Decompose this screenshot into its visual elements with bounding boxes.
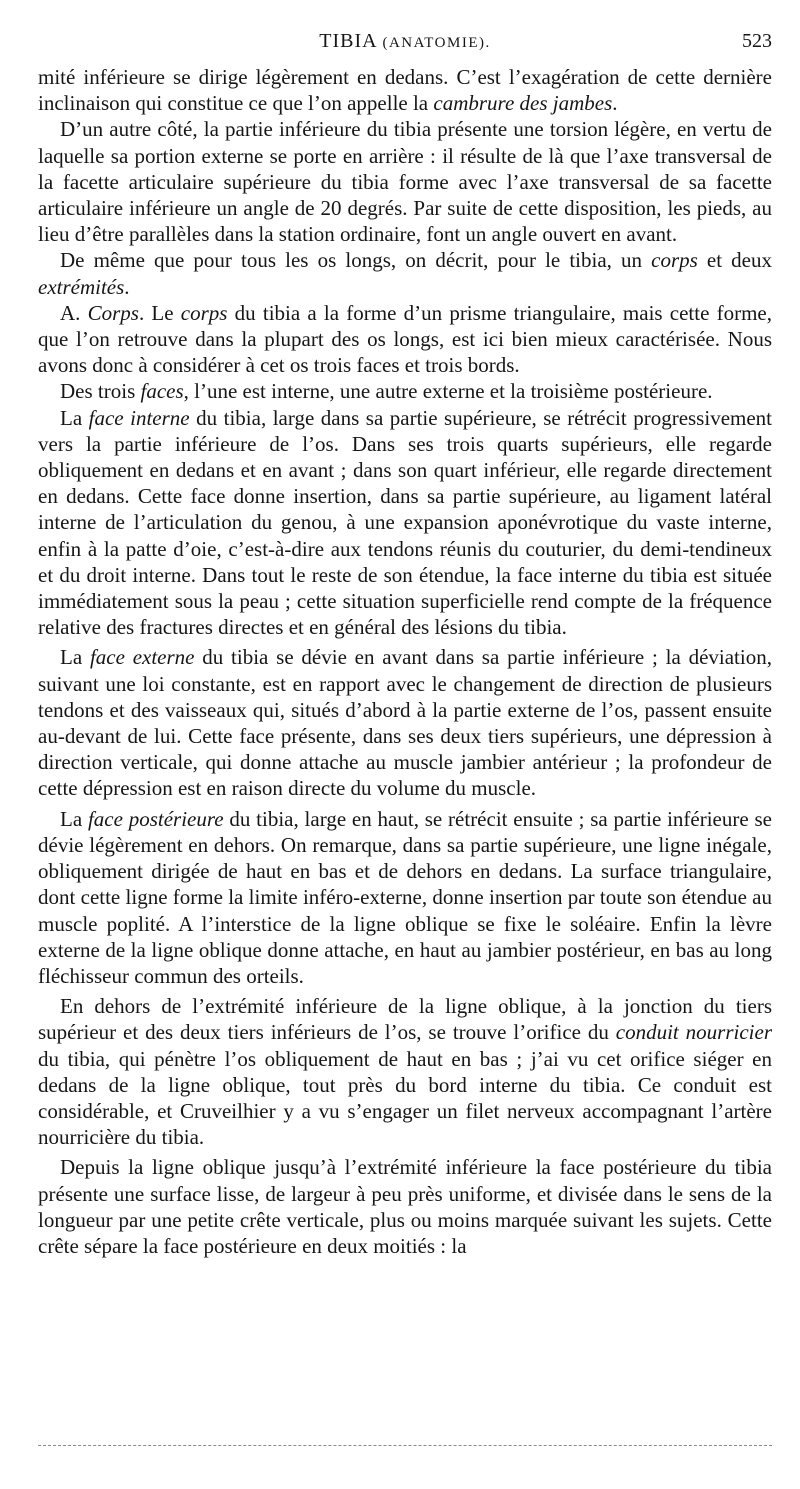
text-run: En dehors de l’extrémité inférieure de la ligne oblique, à la jonction du tiers supérieur et des deux tiers inférieurs de l’os, se trouve l’orifice du <box>38 994 772 1045</box>
paragraph <box>38 378 772 404</box>
running-title-main: TIBIA <box>319 30 377 52</box>
running-title-subtitle: (ANATOMIE). <box>382 35 491 51</box>
text-run: . <box>612 91 618 116</box>
text-run: La <box>60 645 90 670</box>
paragraph <box>38 806 772 989</box>
italic-term: extrémités <box>38 274 125 299</box>
paragraph <box>38 1154 772 1259</box>
paragraph <box>38 993 772 1150</box>
footer-rule <box>38 1445 772 1446</box>
running-title <box>38 30 772 53</box>
text-run: A. <box>60 300 88 325</box>
page-header <box>38 30 772 58</box>
text-run: . <box>124 274 130 299</box>
italic-term: corps <box>651 248 698 273</box>
italic-term: faces <box>140 379 184 404</box>
italic-term: face interne <box>88 405 190 430</box>
text-run: Des trois <box>60 379 141 404</box>
italic-term: cambrure des jambes <box>433 91 613 116</box>
paragraph <box>38 64 772 116</box>
text-run: du tibia se dévie en avant dans sa partie inférieure ; la déviation, suivant une loi constante, est en rapport avec le changement de direction de plusieurs tendons et des vaisseaux qui, situés d’abord à la partie externe de l’os, passent ensuite au-devant de lui. Cette face présente, dans ses deux tiers supérieurs, une dépression à direction verticale, qui donne attache au muscle jambier antérieur ; la profondeur de cette dépression est en raison directe du volume du muscle. <box>38 645 772 801</box>
paragraph <box>38 405 772 641</box>
italic-term: Corps <box>87 300 139 325</box>
page-number: 523 <box>742 30 772 52</box>
italic-term: corps <box>180 300 228 325</box>
paragraph <box>38 300 772 379</box>
text-run: du tibia, large dans sa partie supérieure, se rétrécit progressivement vers la partie inférieure de l’os. Dans ses trois quarts supérieurs, elle regarde obliquement en dedans et en avant ; dans son quart inférieur, elle regarde directement en dedans. Cette face donne insertion, dans sa partie supérieure, au ligament latéral interne de l’articulation du genou, à une expansion aponévrotique du vaste interne, enfin à la patte d’oie, c’est-à-dire aux tendons réunis du couturier, du demi-tendineux et du droit interne. Dans tout le reste de son étendue, la face interne du tibia est située immédiatement sous la peau ; cette situation superficielle rend compte de la fréquence relative des fractures directes et en général des lésions du tibia. <box>38 405 773 640</box>
text-run: du tibia, qui pénètre l’os obliquement de haut en bas ; j’ai vu cet orifice siéger en dedans de la ligne oblique, tout près du bord interne du tibia. Ce conduit est considérable, et Cruveilhier y a vu s’engager un filet nerveux accompagnant l’artère nourricière du tibia. <box>38 1046 772 1150</box>
paragraph <box>38 644 772 801</box>
text-run: . Le <box>138 300 181 325</box>
text-run: La <box>60 806 88 831</box>
article-body <box>38 64 772 1259</box>
text-run: Depuis la ligne oblique jusqu’à l’extrémité inférieure la face postérieure du tibia présente une surface lisse, de largeur à peu près uniforme, et divisée dans le sens de la longueur par une petite crête verticale, plus ou moins marquée suivant les sujets. Cette crête sépare la face postérieure en deux moitiés : la <box>38 1155 772 1258</box>
paragraph <box>38 116 772 247</box>
text-run: du tibia a la forme d’un prisme triangulaire, mais cette forme, que l’on retrouve dans la plupart des os longs, est ici bien mieux caractérisée. Nous avons donc à considérer à cet os trois faces et trois bords. <box>38 300 773 378</box>
text-run: , l’une est interne, une autre externe et la troisième postérieure. <box>183 379 713 404</box>
text-run: et deux <box>697 248 772 273</box>
text-run: du tibia, large en haut, se rétrécit ensuite ; sa partie inférieure se dévie légèrement en dehors. On remarque, dans sa partie supérieure, une ligne inégale, obliquement dirigée de haut en bas et de dehors en dedans. La surface triangulaire, dont cette ligne forme la limite inféro-externe, donne insertion par toute son étendue au muscle poplité. A l’interstice de la ligne oblique se fixe le soléaire. Enfin la lèvre externe de la ligne oblique donne attache, en haut au jambier postérieur, en bas au long fléchisseur commun des orteils. <box>38 806 772 988</box>
italic-term: conduit nourricier <box>615 1020 772 1045</box>
text-run: D’un autre côté, la partie inférieure du tibia présente une torsion légère, en vertu de laquelle sa portion externe se porte en arrière : il résulte de là que l’axe transversal de la facette articulaire supérieure du tibia forme avec l’axe transversal de sa facette articulaire inférieure un angle de 20 degrés. Par suite de cette disposition, les pieds, au lieu d’être parallèles dans la station ordinaire, font un angle ouvert en avant. <box>38 117 772 247</box>
text-run: mité inférieure se dirige légèrement en dedans. C’est l’exagération de cette dernière inclinaison qui constitue ce que l’on appelle la <box>38 65 772 116</box>
italic-term: face externe <box>89 645 195 670</box>
italic-term: face postérieure <box>87 806 224 831</box>
text-run: La <box>60 405 89 430</box>
text-run: De même que pour tous les os longs, on décrit, pour le tibia, un <box>60 248 652 273</box>
paragraph <box>38 247 772 299</box>
